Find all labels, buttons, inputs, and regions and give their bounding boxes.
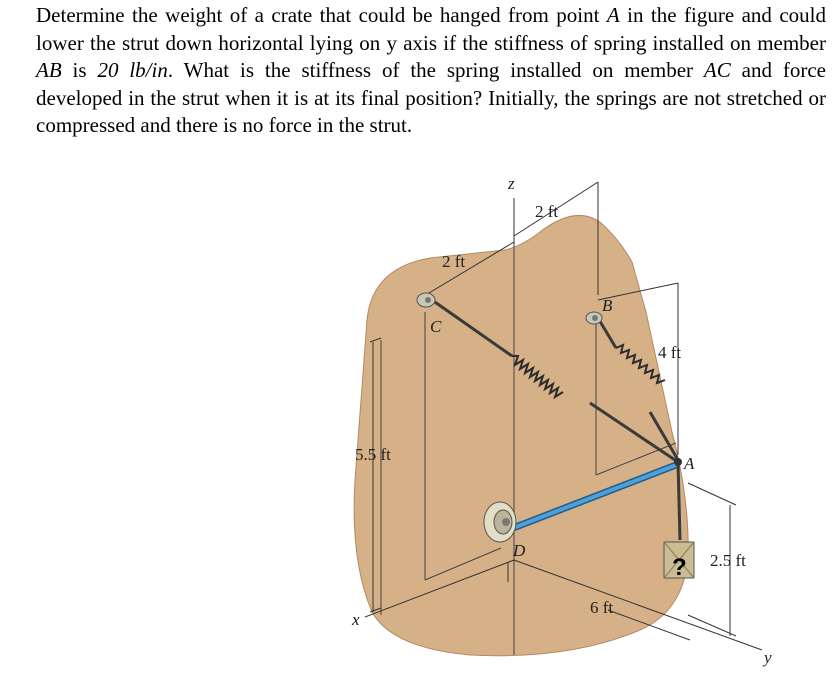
- bracket-b: [586, 312, 602, 324]
- point-d-label: D: [513, 541, 526, 560]
- dim-2-5ft: 2.5 ft: [710, 551, 746, 570]
- dim-5-5ft: 5.5 ft: [355, 445, 391, 464]
- problem-segment: Determine the weight of a crate that could be hanged from point: [36, 3, 607, 27]
- problem-segment: 20 lb/in: [97, 58, 168, 82]
- problem-segment: A: [606, 3, 620, 27]
- hanger-cable: [678, 462, 680, 540]
- axis-x-label: x: [352, 610, 360, 629]
- problem-segment: . What is the stiffness of the spring installed on member: [167, 58, 704, 82]
- problem-segment: AB: [36, 58, 62, 82]
- problem-segment: and force developed in the strut when it is at its final position? Initially, the springs are not stretched or compressed and there is no force in the strut.: [36, 58, 826, 137]
- dim-2ft-left: 2 ft: [442, 252, 466, 271]
- bracket-c: [417, 293, 435, 307]
- axis-y-label: y: [764, 648, 772, 667]
- bracket-d: [484, 502, 516, 542]
- point-a-label: A: [684, 454, 695, 473]
- crate-label: ?: [672, 554, 687, 581]
- axis-z-label: z: [508, 174, 515, 193]
- dim-2ft-right: 2 ft: [535, 202, 559, 221]
- point-c-label: C: [430, 317, 442, 336]
- problem-segment: is: [61, 58, 98, 82]
- dim-6ft: 6 ft: [590, 598, 614, 617]
- problem-segment: AC: [703, 58, 731, 82]
- joint-a: [674, 458, 682, 466]
- dim-4ft: 4 ft: [658, 343, 682, 362]
- point-b-label: B: [602, 296, 613, 315]
- problem-segment: in the figure and could lower the strut down horizontal lying on y axis if the stiffness of spring installed on member: [36, 3, 827, 55]
